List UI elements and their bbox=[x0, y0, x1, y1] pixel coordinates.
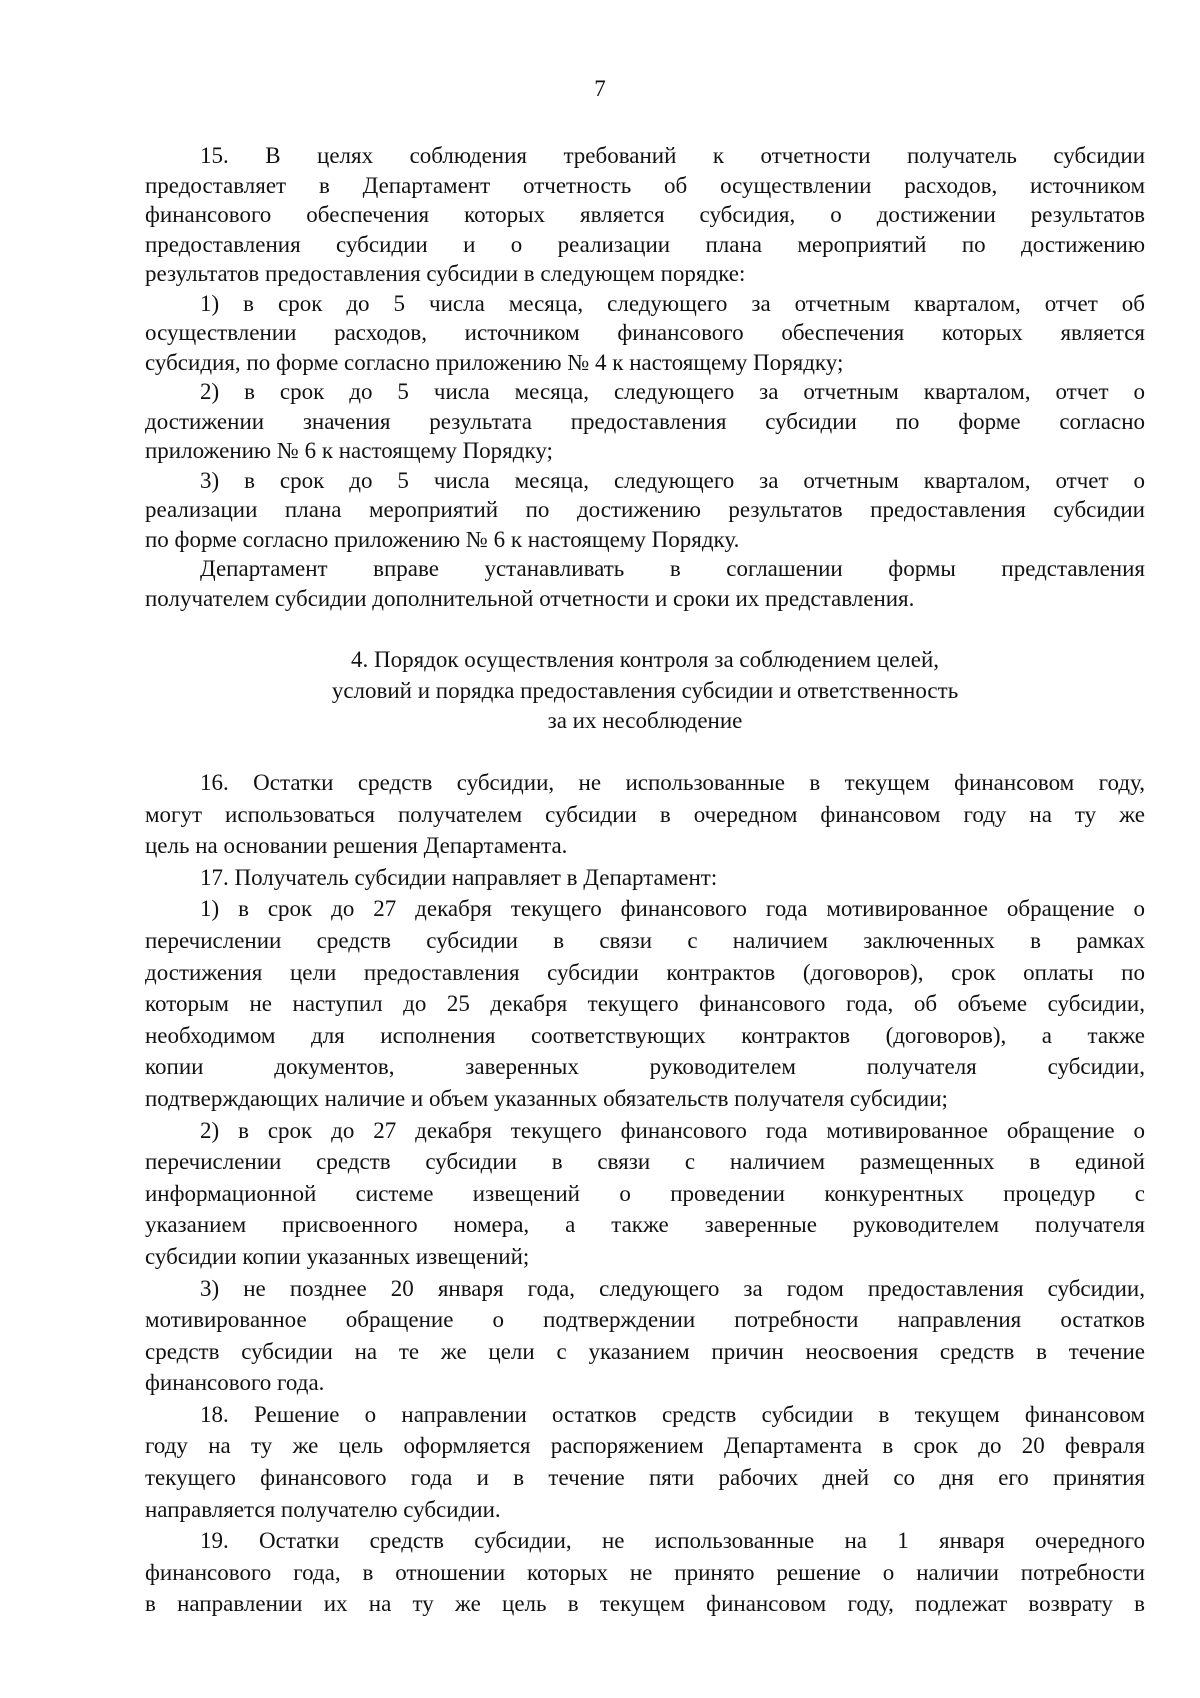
paragraph bbox=[145, 893, 1145, 1114]
text-line: финансового года, в отношении которых не принято решение о наличии потребности bbox=[145, 1559, 1145, 1585]
text-line: 2) в срок до 27 декабря текущего финансового года мотивированное обращение о bbox=[200, 1117, 1145, 1143]
paragraph bbox=[145, 1399, 1145, 1525]
text-line: 19. Остатки средств субсидии, не использованные на 1 января очередного bbox=[200, 1528, 1145, 1554]
paragraph bbox=[145, 466, 1145, 555]
text-line: 15. В целях соблюдения требований к отчетности получатель субсидии bbox=[200, 143, 1145, 168]
text-line: 17. Получатель субсидии направляет в Департамент: bbox=[200, 864, 718, 890]
text-line: Департамент вправе устанавливать в соглашении формы представления bbox=[200, 556, 1145, 581]
text-line: 1) в срок до 27 декабря текущего финансового года мотивированное обращение о bbox=[200, 896, 1145, 922]
text-line: 3) в срок до 5 числа месяца, следующего за отчетным кварталом, отчет о bbox=[200, 467, 1145, 493]
page-number: 7 bbox=[594, 76, 606, 101]
text-line: субсидии копии указанных извещений; bbox=[145, 1243, 530, 1269]
text-line: 18. Решение о направлении остатков средств субсидии в текущем финансовом bbox=[200, 1401, 1145, 1427]
text-line: финансового обеспечения которых является субсидия, о достижении результатов bbox=[145, 202, 1145, 227]
text-line: которым не наступил до 25 декабря текущего финансового года, об объеме субсидии, bbox=[145, 991, 1145, 1017]
text-line: могут использоваться получателем субсидии в очередном финансовом году на ту же bbox=[145, 801, 1145, 827]
paragraph bbox=[145, 1525, 1145, 1620]
text-line: предоставляет в Департамент отчетность об осуществлении расходов, источником bbox=[145, 172, 1145, 198]
text-line: 2) в срок до 5 числа месяца, следующего за отчетным кварталом, отчет о bbox=[200, 379, 1145, 404]
text-line: предоставления субсидии и о реализации плана мероприятий по достижению bbox=[145, 231, 1145, 257]
text-line: 3) не позднее 20 января года, следующего за годом предоставления субсидии, bbox=[200, 1275, 1145, 1301]
paragraph bbox=[145, 554, 1145, 613]
text-line: копии документов, заверенных руководителем получателя субсидии, bbox=[145, 1054, 1145, 1080]
text-line: информационной системе извещений о проведении конкурентных процедур с bbox=[145, 1180, 1145, 1206]
text-line: мотивированное обращение о подтверждении потребности направления остатков bbox=[145, 1307, 1145, 1333]
text-line: достижения цели предоставления субсидии контрактов (договоров), срок оплаты по bbox=[145, 959, 1145, 985]
section-4-paragraphs bbox=[145, 767, 1145, 1620]
text-line: году на ту же цель оформляется распоряжением Департамента в срок до 20 февраля bbox=[145, 1433, 1145, 1459]
heading-line: условий и порядка предоставления субсидии и ответственность bbox=[331, 677, 959, 703]
text-line: указанием присвоенного номера, а также заверенные руководителем получателя bbox=[145, 1212, 1145, 1238]
text-line: цель на основании решения Департамента. bbox=[145, 833, 568, 859]
text-line: достижении значения результата предоставления субсидии по форме согласно bbox=[145, 408, 1145, 434]
paragraph bbox=[145, 1273, 1145, 1399]
section-4-heading bbox=[145, 645, 1145, 737]
text-line: 16. Остатки средств субсидии, не использованные в текущем финансовом году, bbox=[200, 770, 1145, 795]
text-line: результатов предоставления субсидии в следующем порядке: bbox=[145, 261, 746, 286]
paragraph bbox=[145, 141, 1145, 289]
text-line: направляется получателю субсидии. bbox=[145, 1496, 501, 1522]
text-line: подтверждающих наличие и объем указанных обязательств получателя субсидии; bbox=[145, 1085, 948, 1111]
text-line: перечислении средств субсидии в связи с наличием размещенных в единой bbox=[145, 1149, 1145, 1175]
text-line: реализации плана мероприятий по достижению результатов предоставления субсидии bbox=[145, 497, 1145, 522]
text-line: осуществлении расходов, источником финансового обеспечения которых является bbox=[145, 320, 1145, 345]
text-line: в направлении их на ту же цель в текущем финансовом году, подлежат возврату в bbox=[145, 1591, 1145, 1617]
text-line: 1) в срок до 5 числа месяца, следующего за отчетным кварталом, отчет об bbox=[200, 290, 1145, 316]
text-line: получателем субсидии дополнительной отчетности и сроки их представления. bbox=[145, 585, 915, 611]
section-3-paragraphs bbox=[145, 141, 1145, 613]
paragraph bbox=[145, 862, 1145, 894]
text-line: перечислении средств субсидии в связи с наличием заключенных в рамках bbox=[145, 927, 1145, 953]
text-line: по форме согласно приложению № 6 к настоящему Порядку. bbox=[145, 526, 740, 552]
text-line: приложению № 6 к настоящему Порядку; bbox=[145, 438, 553, 463]
paragraph bbox=[145, 767, 1145, 862]
paragraph bbox=[145, 377, 1145, 466]
paragraph bbox=[145, 289, 1145, 378]
text-line: необходимом для исполнения соответствующих контрактов (договоров), а также bbox=[145, 1022, 1145, 1048]
text-line: текущего финансового года и в течение пяти рабочих дней со дня его принятия bbox=[145, 1465, 1145, 1491]
text-line: средств субсидии на те же цели с указанием причин неосвоения средств в течение bbox=[145, 1338, 1145, 1364]
text-line: финансового года. bbox=[145, 1370, 325, 1396]
paragraph bbox=[145, 1115, 1145, 1273]
heading-line: 4. Порядок осуществления контроля за соблюдением целей, bbox=[350, 647, 940, 672]
text-line: субсидия, по форме согласно приложению № 4 к настоящему Порядку; bbox=[145, 349, 844, 375]
heading-line: за их несоблюдение bbox=[547, 708, 743, 733]
